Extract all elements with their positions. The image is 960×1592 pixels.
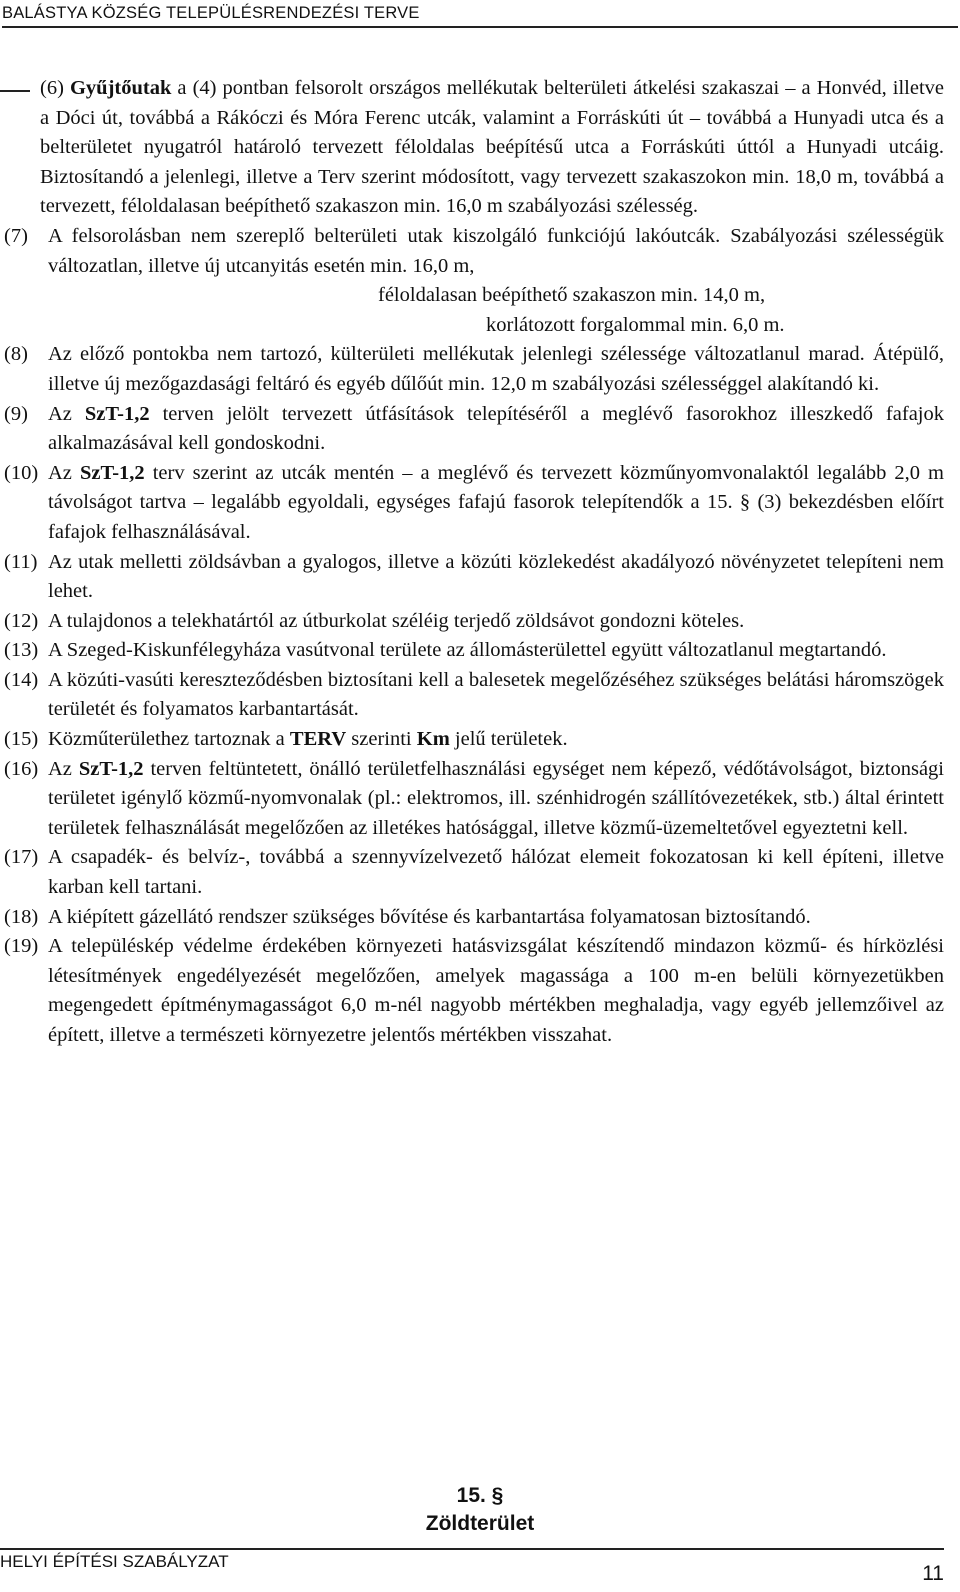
- paragraph-number: (8): [4, 343, 28, 366]
- bold-term: Gyűjtőutak: [69, 77, 172, 99]
- paragraph-text: terven feltüntetett, önálló területfelhasználási egységet nem képező, védőtávolságot, biztonsági területet igénylő közmű-nyomvonalak (pl.: elektromos, ill. szénhidrogén szállítóvezetékek, stb.) által érintett területek felhasználását megelőzően az illetékes hatósággal, illetve közmű-üzemeltetővel egyeztetni kell.: [48, 757, 944, 839]
- paragraph-text: A tulajdonos a telekhatártól az útburkolat széléig terjedő zöldsávot gondozni köteles.: [48, 609, 745, 632]
- paragraph-12: [0, 607, 944, 637]
- paragraph-17: [0, 843, 944, 902]
- paragraph-10: [0, 459, 944, 548]
- paragraph-19: [0, 932, 944, 1050]
- paragraph-number: (7): [4, 224, 28, 247]
- paragraph-18: [0, 903, 944, 933]
- paragraph-number: (10): [4, 461, 39, 484]
- footer-title: HELYI ÉPÍTÉSI SZABÁLYZAT: [0, 1552, 229, 1571]
- paragraph-6: [0, 74, 944, 222]
- paragraph-number: (19): [4, 935, 39, 958]
- paragraph-15: [0, 725, 944, 755]
- section-title: Zöldterület: [425, 1512, 535, 1535]
- paragraph-number: (15): [4, 728, 39, 751]
- paragraph-text: Az előző pontokba nem tartozó, külterületi mellékutak jelenlegi szélessége változatlanul marad. Átépülő, illetve új mezőgazdasági feltáró és egyéb dűlőút min. 12,0 m szabályozási szélességgel alakítandó ki.: [48, 343, 944, 395]
- paragraph-text: a (4) pontban felsorolt országos mellékutak belterületi átkelési szakaszai – a Honvéd, illetve a Dóci út, továbbá a Rákóczi és Móra Ferenc utcák, valamint a Forráskúti út – továbbá a Hunyadi utca és a belterületet nyugatról határoló tervezett féloldalas beépítésű utca a Forráskúti úttól a Hunyadi utcáig. Biztosítandó a jelenlegi, illetve a Terv szerint módosított, vagy tervezett szakaszokon min. 18,0 m, továbbá a tervezett, féloldalasan beépíthető szakaszon min. 16,0 m szabályozási szélesség.: [40, 77, 945, 218]
- bold-term: SzT-1,2: [78, 757, 144, 780]
- paragraph-text: A felsorolásban nem szereplő belterületi utak kiszolgáló funkciójú lakóutcák. Szabályozási szélességük változatlan, illetve új utcanyitás esetén min. 16,0 m,: [48, 224, 944, 277]
- paragraph-subline: féloldalasan beépíthető szakaszon min. 14,0 m,: [378, 284, 766, 307]
- paragraph-text: Az: [48, 461, 80, 484]
- bold-term: TERV: [289, 728, 347, 751]
- paragraph-text: Közműterülethez tartoznak a: [48, 728, 290, 751]
- paragraph-13: [0, 636, 944, 666]
- paragraph-11: [0, 548, 944, 607]
- document-body: [0, 74, 944, 1051]
- paragraph-text: A településkép védelme érdekében környezeti hatásvizsgálat készítendő mindazon közmű- és hírközlési létesítmények engedélyezését megelőzően, amelyek magassága a 100 m-en belüli környezetükben megengedett építménymagasságot 6,0 m-nél nagyobb mértékben meghaladja, vagy egyéb jellemzőivel az épített, illetve a természeti környezetre jelentős mértékben visszahat.: [48, 935, 944, 1046]
- paragraph-number: (16): [4, 757, 39, 780]
- paragraph-text: terv szerint az utcák mentén – a meglévő és tervezett közműnyomvonalaktól legalább 2,0 m távolságot tartva – legalább egyoldali, egységes fafajú fasorok telepítendők a 15. § (3) bekezdésben előírt fafajok felhasználásával.: [48, 461, 945, 543]
- section-number: 15. §: [456, 1484, 504, 1507]
- paragraph-8: [0, 340, 944, 399]
- bold-term: SzT-1,2: [79, 461, 145, 484]
- paragraph-subline: korlátozott forgalommal min. 6,0 m.: [486, 313, 785, 336]
- page-footer: [0, 1548, 944, 1585]
- paragraph-9: [0, 400, 944, 459]
- paragraph-number: (13): [4, 639, 39, 662]
- paragraph-14: [0, 666, 944, 725]
- paragraph-text: Az utak melletti zöldsávban a gyalogos, illetve a közúti közlekedést akadályozó növényzetet telepíteni nem lehet.: [48, 550, 944, 603]
- bold-term: Km: [416, 728, 450, 751]
- page-number: 11: [922, 1562, 944, 1585]
- paragraph-number: (14): [4, 668, 39, 691]
- paragraph-text: A Szeged-Kiskunfélegyháza vasútvonal területe az állomásterülettel együtt változatlanul megtartandó.: [48, 639, 887, 662]
- paragraph-text: A közúti-vasúti kereszteződésben biztosítani kell a balesetek megelőzéséhez szükséges belátási háromszögek területét és folyamatos karbantartását.: [48, 668, 944, 721]
- paragraph-text: jelű területek.: [449, 728, 568, 751]
- paragraph-number: (18): [4, 905, 39, 928]
- paragraph-7: [0, 222, 944, 340]
- paragraph-text: terven jelölt tervezett útfásítások telepítéséről a meglévő fasorokhoz illeszkedő fafajok alkalmazásával kell gondoskodni.: [48, 402, 944, 455]
- paragraph-text: szerinti: [346, 728, 417, 751]
- dash-mark: [0, 90, 30, 92]
- running-header: BALÁSTYA KÖZSÉG TELEPÜLÉSRENDEZÉSI TERVE: [2, 4, 958, 28]
- paragraph-number: (9): [4, 402, 28, 425]
- paragraph-16: [0, 755, 944, 844]
- bold-term: SzT-1,2: [84, 402, 150, 425]
- paragraph-text: A kiépített gázellátó rendszer szükséges bővítése és karbantartása folyamatosan biztosítandó.: [48, 905, 811, 928]
- paragraph-number: (11): [4, 550, 38, 573]
- paragraph-number: (6): [40, 77, 70, 99]
- paragraph-text: Az: [48, 402, 85, 425]
- paragraph-text: Az: [48, 757, 79, 780]
- paragraph-number: (12): [4, 609, 39, 632]
- paragraph-text: A csapadék- és belvíz-, továbbá a szennyvízelvezető hálózat elemeit fokozatosan ki kell építeni, illetve karban kell tartani.: [48, 846, 944, 899]
- paragraph-number: (17): [4, 846, 39, 869]
